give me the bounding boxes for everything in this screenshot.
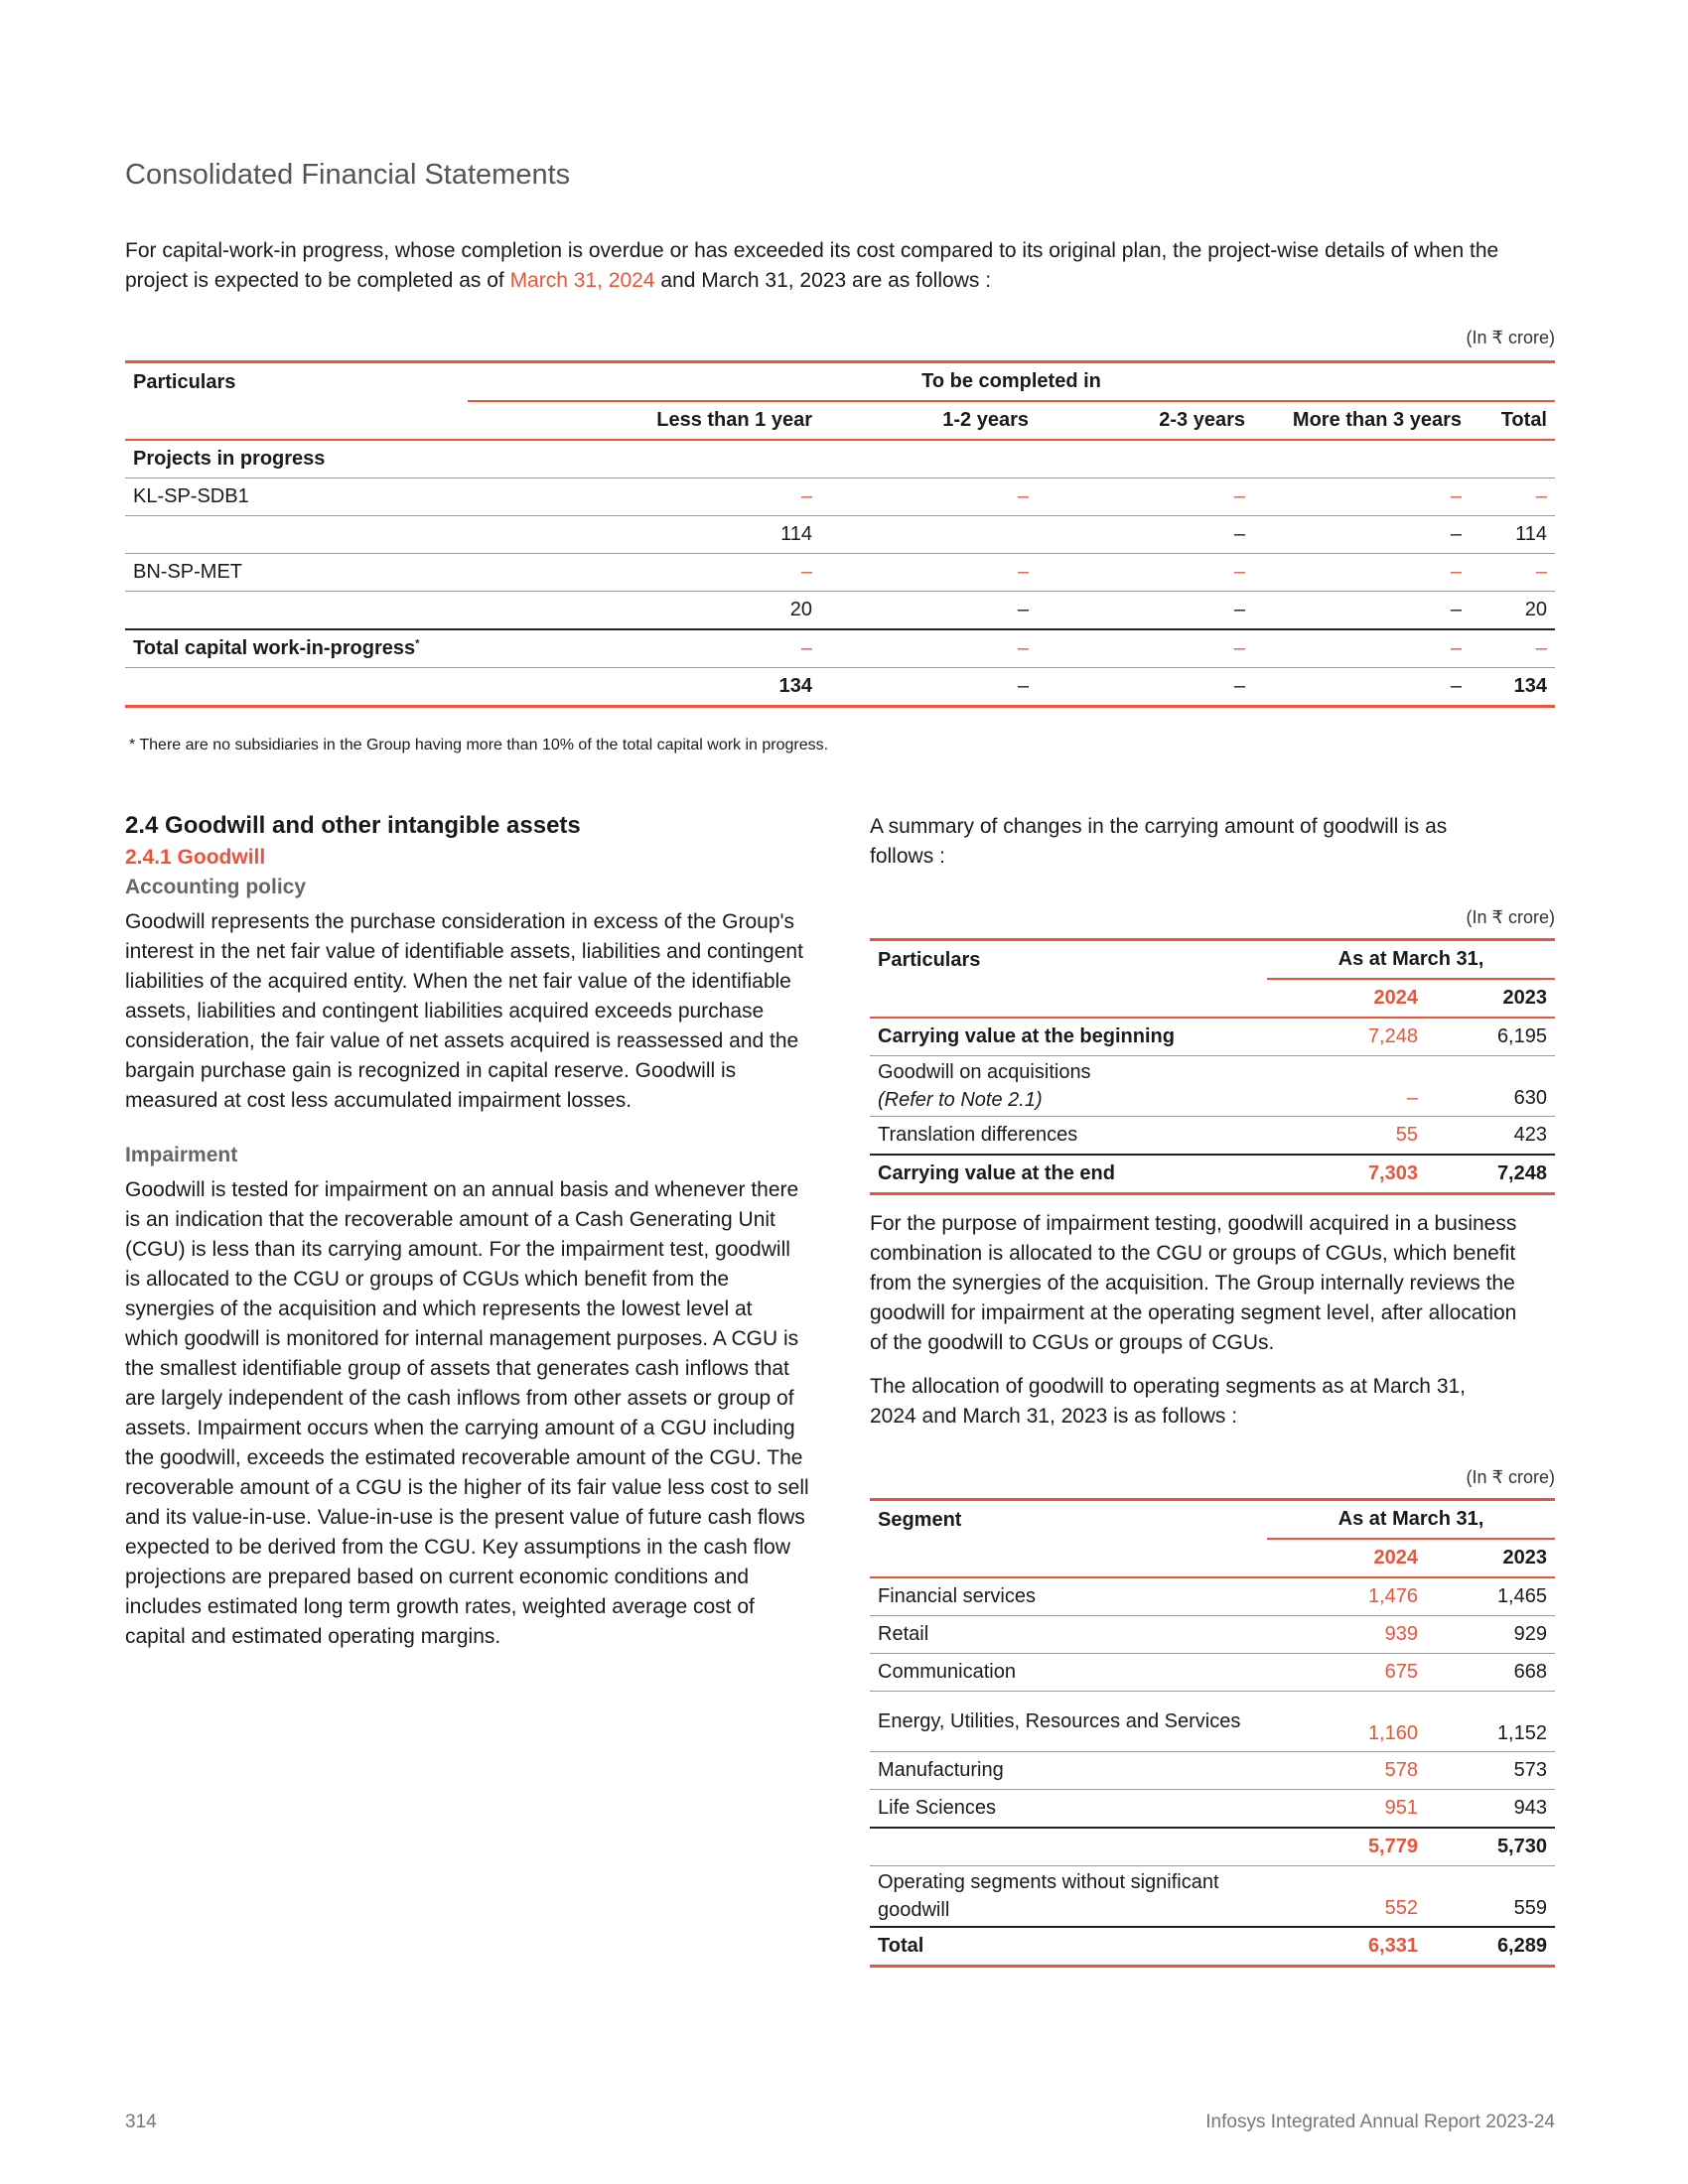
cell: 423 — [1513, 1124, 1547, 1146]
table-row — [125, 516, 1555, 554]
table-row — [870, 1866, 1555, 1928]
table-row — [870, 1654, 1555, 1692]
impairment-text: Goodwill is tested for impairment on an annual basis and whenever there is an indication that the recoverable amount of a Cash Generating Unit (CGU) is less than its carrying amount. For the impairment test, goodwill is allocated to the CGU or groups of CGUs which benefit from the synergies of the acquisition and which represents the lowest level at which goodwill is monitored for internal management purposes. A CGU is the smallest identifiable group of assets that generates cash inflows that are largely independent of the cash inflows from other assets or group of assets. Impairment occurs when the carrying amount of a CGU including the goodwill, exceeds the estimated recoverable amount of the CGU. The recoverable amount of a CGU is the higher of its fair value less cost to sell and its value-in-use. Value-in-use is the present value of future cash flows expected to be derived from the CGU. Key assumptions in the cash flow projections are prepared based on current economic conditions and includes estimated long term growth rates, weighted average cost of capital and estimated operating margins. — [125, 1178, 809, 1648]
row-label: Energy, Utilities, Resources and Services — [878, 1710, 1241, 1732]
cell: – — [1406, 1087, 1418, 1109]
accounting-policy-title: Accounting policy — [125, 876, 307, 898]
cell: – — [1450, 485, 1462, 507]
table-row — [870, 1018, 1555, 1056]
table-row-subtotal — [870, 1828, 1555, 1866]
total-label: Total capital work-in-progress — [133, 637, 416, 659]
row-label: Carrying value at the beginning — [878, 1025, 1175, 1047]
col-segment: Segment — [878, 1508, 962, 1531]
summary-unit: (In ₹ crore) — [1466, 907, 1555, 927]
page-title: Consolidated Financial Statements — [125, 159, 571, 191]
table-row — [870, 1752, 1555, 1790]
date-highlight: March 31, 2024 — [509, 269, 655, 292]
col-year-prior: 2023 — [1502, 987, 1547, 1009]
cwip-footnote: * There are no subsidiaries in the Group having more than 10% of the total capital work in progress. — [129, 737, 829, 753]
col-header: Total — [1500, 409, 1547, 431]
row-label: Carrying value at the end — [878, 1162, 1115, 1184]
cell: – — [1017, 561, 1029, 583]
cell: 939 — [1384, 1623, 1418, 1645]
section-label: Projects in progress — [133, 448, 326, 470]
row-sublabel: (Refer to Note 2.1) — [878, 1089, 1043, 1111]
row-label: KL-SP-SDB1 — [133, 485, 249, 507]
col-group-header: As at March 31, — [1267, 940, 1555, 980]
col-year-current: 2024 — [1373, 1547, 1418, 1569]
cwip-intro: For capital-work-in progress, whose completion is overdue or has exceeded its cost compared to its original plan, the project-wise details of when the project is expected to be completed as of March 31, 2024 and March 31, 2023 are as follows : — [125, 239, 1499, 292]
segment-table — [870, 1498, 1555, 1968]
row-label: Life Sciences — [878, 1797, 996, 1819]
cell: – — [1017, 485, 1029, 507]
table-row — [870, 1577, 1555, 1616]
cell: 6,195 — [1496, 1025, 1547, 1047]
cell: – — [1450, 523, 1462, 545]
cwip-table-section — [125, 328, 1555, 708]
cell: 951 — [1384, 1797, 1418, 1819]
table-row — [870, 1692, 1555, 1752]
cell — [820, 516, 1037, 554]
cell: 943 — [1513, 1797, 1547, 1819]
cell: – — [1535, 485, 1547, 507]
impairment-title: Impairment — [125, 1144, 238, 1166]
cell: – — [800, 561, 812, 583]
cell: 559 — [1513, 1897, 1547, 1919]
cell: 134 — [1513, 675, 1547, 697]
cell: 630 — [1513, 1087, 1547, 1109]
col-particulars: Particulars — [878, 948, 981, 971]
cell: – — [1233, 523, 1245, 545]
table-row — [870, 1790, 1555, 1829]
row-label: Total — [878, 1935, 924, 1957]
cell: 929 — [1513, 1623, 1547, 1645]
col-group-header: As at March 31, — [1267, 1500, 1555, 1540]
cell: – — [1233, 485, 1245, 507]
cell: – — [1233, 561, 1245, 583]
table-row — [870, 1616, 1555, 1654]
cell: – — [1450, 637, 1462, 659]
cell: – — [800, 485, 812, 507]
cell: 552 — [1384, 1897, 1418, 1919]
cell: 668 — [1513, 1661, 1547, 1683]
row-label: Financial services — [878, 1585, 1036, 1607]
table-row — [125, 554, 1555, 592]
table-row — [125, 478, 1555, 516]
cell: 7,248 — [1496, 1162, 1547, 1184]
row-label: Communication — [878, 1661, 1016, 1683]
cell: – — [1017, 599, 1029, 620]
cell: 6,331 — [1367, 1935, 1418, 1957]
page-number: 314 — [125, 2112, 157, 2132]
cell: – — [1017, 637, 1029, 659]
col-particulars: Particulars — [133, 370, 236, 393]
col-header: 1-2 years — [942, 409, 1029, 431]
goodwill-left-column — [125, 812, 810, 1652]
goodwill-right-column — [870, 812, 1555, 1968]
section-title: 2.4 Goodwill and other intangible assets — [125, 812, 581, 839]
cell: 573 — [1513, 1759, 1547, 1781]
table-row-total — [125, 629, 1555, 668]
table-row — [870, 1117, 1555, 1156]
cell: 7,303 — [1367, 1162, 1418, 1184]
cell: 114 — [1515, 523, 1547, 545]
cell: – — [1017, 675, 1029, 697]
row-label: Manufacturing — [878, 1759, 1004, 1781]
cell: 20 — [1524, 599, 1547, 620]
cell: 578 — [1384, 1759, 1418, 1781]
summary-table — [870, 938, 1555, 1195]
report-title: Infosys Integrated Annual Report 2023-24 — [1205, 2112, 1555, 2132]
cell: 1,152 — [1496, 1722, 1547, 1744]
footnote-mark: * — [415, 637, 420, 650]
col-header: Less than 1 year — [656, 409, 812, 431]
table-row — [125, 592, 1555, 630]
cell: 55 — [1395, 1124, 1418, 1146]
col-header: More than 3 years — [1292, 409, 1462, 431]
table-row — [870, 1056, 1555, 1117]
col-year-prior: 2023 — [1502, 1547, 1547, 1569]
impairment-testing-text: For the purpose of impairment testing, goodwill acquired in a business combination is allocated to the CGU or groups of CGUs, which benefit from the synergies of the acquisition. The Group internally reviews the goodwill for impairment at the operating segment level, after allocation of the goodwill to CGUs or groups of CGUs. — [870, 1212, 1517, 1354]
cell: 5,730 — [1496, 1836, 1547, 1857]
cell: – — [1450, 561, 1462, 583]
accounting-policy-text: Goodwill represents the purchase consideration in excess of the Group's interest in the net fair value of identifiable assets, liabilities and contingent liabilities of the acquired entity. When the net fair value of the identifiable assets, liabilities and contingent liabilities acquired exceeds purchase consideration, the fair value of net assets acquired is reassessed and the bargain purchase gain is recognized in capital reserve. Goodwill is measured at cost less accumulated impairment losses. — [125, 910, 803, 1112]
cell: 6,289 — [1496, 1935, 1547, 1957]
row-label: Goodwill on acquisitions — [878, 1061, 1091, 1083]
row-label: Translation differences — [878, 1124, 1078, 1146]
row-label: Retail — [878, 1623, 929, 1645]
cell: – — [1233, 637, 1245, 659]
cell: – — [1450, 599, 1462, 620]
table-row-total — [870, 1927, 1555, 1967]
row-label: BN-SP-MET — [133, 561, 242, 583]
cell: – — [1535, 637, 1547, 659]
col-header: 2-3 years — [1159, 409, 1245, 431]
sub-title: 2.4.1 Goodwill — [125, 846, 266, 869]
cell: – — [800, 637, 812, 659]
col-group-header: To be completed in — [468, 362, 1555, 402]
cell: 7,248 — [1367, 1025, 1418, 1047]
cell: 5,779 — [1367, 1836, 1418, 1857]
cell: 1,476 — [1367, 1585, 1418, 1607]
cell: – — [1233, 675, 1245, 697]
cell: – — [1233, 599, 1245, 620]
cell: 134 — [778, 675, 812, 697]
col-year-current: 2024 — [1373, 987, 1418, 1009]
segment-unit: (In ₹ crore) — [1466, 1467, 1555, 1487]
cell: – — [1450, 675, 1462, 697]
cell: 1,465 — [1496, 1585, 1547, 1607]
allocation-intro: The allocation of goodwill to operating segments as at March 31, 2024 and March 31, 2023 is as follows : — [870, 1375, 1467, 1428]
table-row-total — [125, 668, 1555, 707]
cwip-unit: (In ₹ crore) — [1466, 328, 1555, 347]
cell: 675 — [1384, 1661, 1418, 1683]
cwip-table — [125, 360, 1555, 708]
cell: 114 — [780, 523, 812, 545]
table-row-total — [870, 1155, 1555, 1194]
cell: – — [1535, 561, 1547, 583]
cell: 1,160 — [1367, 1722, 1418, 1744]
cell: 20 — [789, 599, 812, 620]
summary-intro: A summary of changes in the carrying amount of goodwill is as follows : — [870, 815, 1448, 868]
row-label: Operating segments without significant goodwill — [878, 1871, 1219, 1921]
